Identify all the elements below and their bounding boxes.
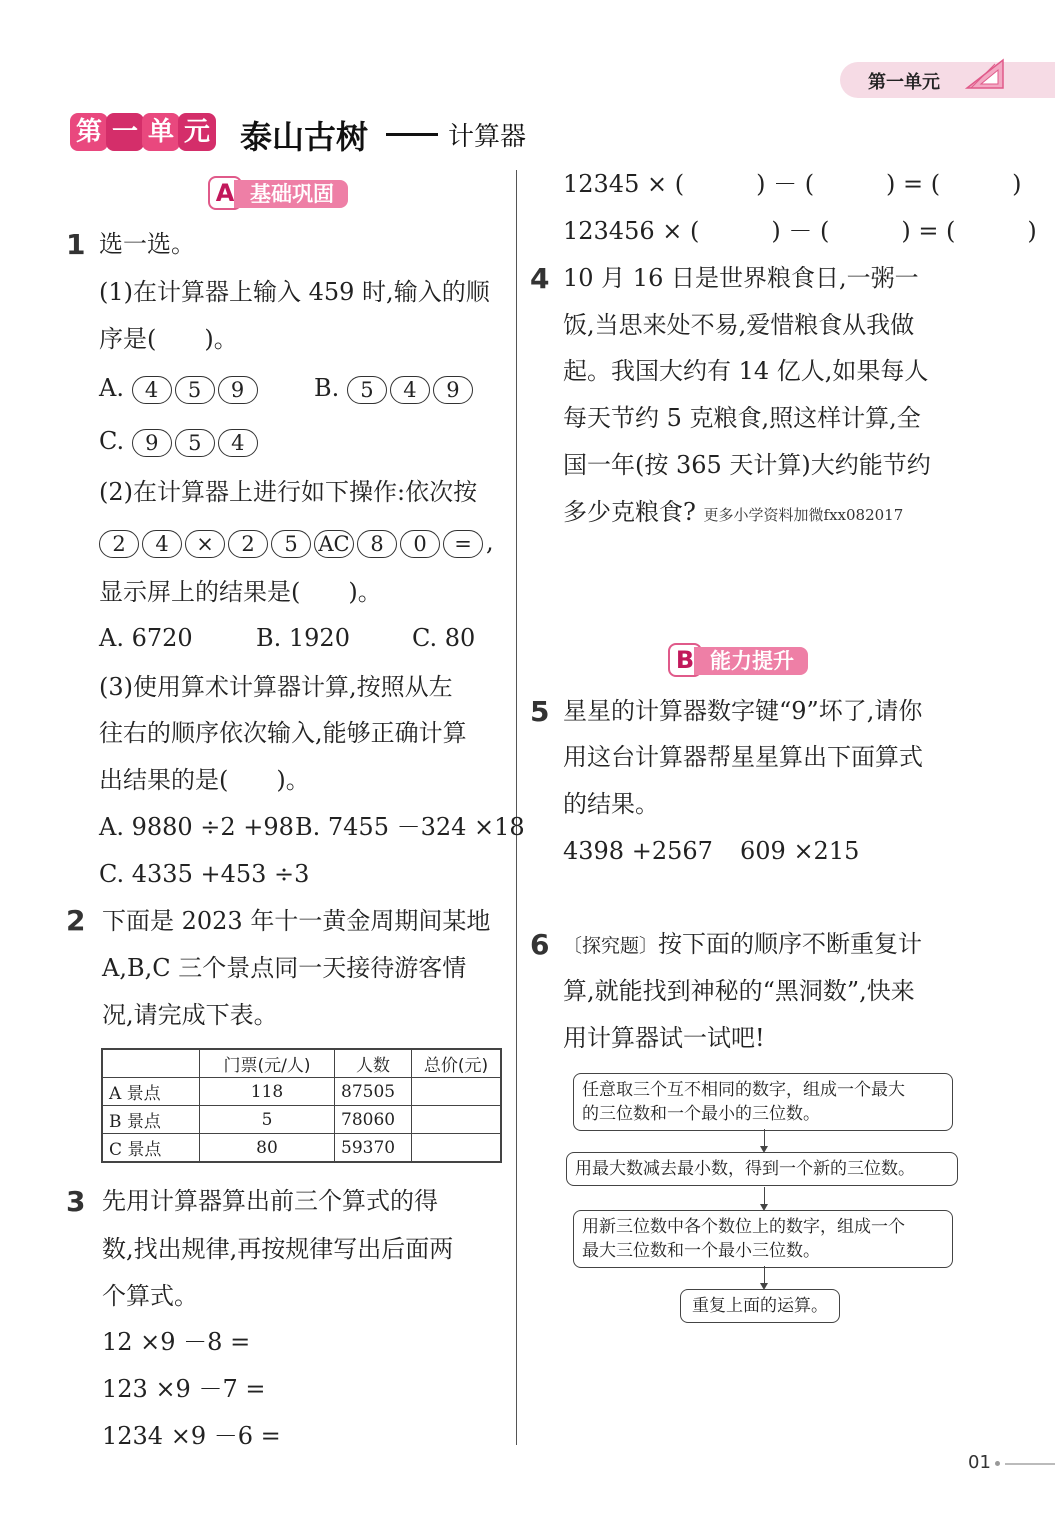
q3-line3: 个算式。 bbox=[102, 1282, 198, 1310]
key-equals: = bbox=[443, 530, 483, 558]
table-cell: 80 bbox=[200, 1134, 335, 1163]
page-dot bbox=[995, 1461, 1000, 1466]
q1-part2-line1: (2)在计算器上进行如下操作:依次按 bbox=[99, 478, 478, 506]
page-number: 01 bbox=[968, 1452, 991, 1473]
q4-line1: 10 月 16 日是世界粮食日,一粥一 bbox=[563, 264, 919, 292]
unit-tab-label: 第一单元 bbox=[868, 72, 940, 93]
q2-line3: 况,请完成下表。 bbox=[102, 1001, 278, 1029]
section-label: 基础巩固 bbox=[234, 180, 348, 208]
key-4: 4 bbox=[142, 530, 182, 558]
key-0: 0 bbox=[400, 530, 440, 558]
question-number: 3 bbox=[66, 1185, 86, 1218]
q1-part1-line2: 序是( )。 bbox=[99, 325, 238, 353]
q1-option-a[interactable] bbox=[99, 365, 261, 411]
q3-expression-2: 123 ×9 －7 = bbox=[102, 1375, 266, 1403]
key-4: 4 bbox=[218, 429, 258, 457]
section-b-badge bbox=[668, 645, 838, 675]
page-line bbox=[1005, 1463, 1055, 1465]
q1-part2-opt-b[interactable]: B. 1920 bbox=[256, 624, 350, 652]
flow-arrow bbox=[764, 1266, 765, 1288]
flow-step-3 bbox=[573, 1210, 953, 1268]
flow-step-text: 用新三位数中各个数位上的数字，组成一个 bbox=[582, 1217, 905, 1237]
lesson-title: 泰山古树 bbox=[240, 118, 369, 156]
q5-expression-1: 4398 +2567 bbox=[563, 837, 713, 865]
flow-arrow bbox=[764, 1129, 765, 1151]
q1-option-b[interactable] bbox=[314, 365, 476, 411]
table-cell: B 景点 bbox=[102, 1106, 200, 1134]
table-header: 门票(元/人) bbox=[200, 1049, 335, 1078]
answer-cell[interactable] bbox=[412, 1078, 502, 1106]
option-label: A. bbox=[99, 374, 124, 402]
q1-part3-line3: 出结果的是( )。 bbox=[99, 766, 310, 794]
flow-step-1 bbox=[573, 1073, 953, 1131]
table-header: 总价(元) bbox=[412, 1049, 502, 1078]
table-cell: 78060 bbox=[335, 1106, 412, 1134]
q4-line3: 起。我国大约有 14 亿人,如果每人 bbox=[563, 357, 929, 385]
q6-line2: 算,就能找到神秘的“黑洞数”,快来 bbox=[563, 977, 915, 1005]
key-4: 4 bbox=[390, 376, 430, 404]
title-char: 元 bbox=[178, 113, 216, 151]
q4-line4: 每天节约 5 克粮食,照这样计算,全 bbox=[563, 404, 921, 432]
key-9: 9 bbox=[132, 429, 172, 457]
flow-step-text: 最大三位数和一个最小三位数。 bbox=[582, 1241, 820, 1261]
q3-expression-1: 12 ×9 －8 = bbox=[102, 1328, 251, 1356]
table-cell: 118 bbox=[200, 1078, 335, 1106]
key-multiply: × bbox=[185, 530, 225, 558]
q1-option-c[interactable] bbox=[99, 418, 261, 464]
q1-part2-opt-a[interactable]: A. 6720 bbox=[99, 624, 193, 652]
q2-line1: 下面是 2023 年十一黄金周期间某地 bbox=[102, 907, 491, 935]
q3-expression-3: 1234 ×9 －6 = bbox=[102, 1422, 281, 1450]
option-label: C. bbox=[99, 427, 125, 455]
title-char: 一 bbox=[106, 113, 144, 151]
section-label: 能力提升 bbox=[694, 647, 808, 675]
q1-part3-opt-c[interactable]: C. 4335 +453 ÷3 bbox=[99, 860, 310, 888]
table-row bbox=[102, 1134, 501, 1163]
option-label: B. bbox=[314, 374, 340, 402]
lesson-subtitle: 计算器 bbox=[448, 122, 527, 152]
q5-line2: 用这台计算器帮星星算出下面算式 bbox=[563, 743, 923, 771]
q1-intro: 选一选。 bbox=[99, 230, 195, 258]
q3-expression-5[interactable]: 123456 × ( ) － ( ) = ( ) bbox=[563, 217, 1037, 245]
section-letter: B bbox=[668, 643, 702, 677]
question-number: 2 bbox=[66, 904, 86, 937]
q2-line2: A,B,C 三个景点同一天接待游客情 bbox=[102, 954, 467, 982]
q1-part2-line3: 显示屏上的结果是( )。 bbox=[99, 578, 382, 606]
table-row bbox=[102, 1106, 501, 1134]
q6-line3: 用计算器试一试吧! bbox=[563, 1024, 765, 1052]
q5-expression-2: 609 ×215 bbox=[740, 837, 860, 865]
q6-line1 bbox=[563, 921, 922, 969]
key-5: 5 bbox=[175, 376, 215, 404]
answer-cell[interactable] bbox=[412, 1134, 502, 1163]
title-char: 单 bbox=[142, 113, 180, 151]
key-2: 2 bbox=[228, 530, 268, 558]
comma: , bbox=[486, 528, 494, 556]
q1-part3-line1: (3)使用算术计算器计算,按照从左 bbox=[99, 673, 453, 701]
unit-title-badge bbox=[70, 113, 214, 151]
q1-part3-opt-a[interactable]: A. 9880 ÷2 +98 bbox=[99, 813, 294, 841]
q5-line1: 星星的计算器数字键“9”坏了,请你 bbox=[563, 697, 923, 725]
question-number: 5 bbox=[530, 695, 550, 728]
q1-part3-opt-b[interactable]: B. 7455 －324 ×18 bbox=[295, 813, 525, 841]
flow-step-4 bbox=[680, 1289, 840, 1323]
flow-step-text: 任意取三个互不相同的数字，组成一个最大 bbox=[582, 1080, 905, 1100]
q1-part3-line2: 往右的顺序依次输入,能够正确计算 bbox=[99, 719, 467, 747]
answer-cell[interactable] bbox=[412, 1106, 502, 1134]
title-char: 第 bbox=[70, 113, 108, 151]
q4-line5: 国一年(按 365 天计算)大约能节约 bbox=[563, 451, 931, 479]
table-header-row bbox=[102, 1049, 501, 1078]
question-number: 1 bbox=[66, 228, 86, 261]
q4-line6 bbox=[563, 489, 903, 538]
key-ac: AC bbox=[314, 530, 354, 558]
table-cell: 59370 bbox=[335, 1134, 412, 1163]
visitor-table bbox=[101, 1048, 502, 1163]
section-letter: A bbox=[208, 176, 242, 210]
flow-step-text: 的三位数和一个最小的三位数。 bbox=[582, 1104, 820, 1124]
q3-line2: 数,找出规律,再按规律写出后面两 bbox=[102, 1235, 454, 1263]
flow-arrow bbox=[764, 1187, 765, 1209]
flow-step-text: 重复上面的运算。 bbox=[692, 1296, 828, 1316]
title-dash bbox=[386, 133, 438, 136]
set-square-icon bbox=[965, 58, 1005, 90]
question-number: 4 bbox=[530, 262, 550, 295]
section-a-badge bbox=[208, 178, 378, 208]
inquiry-tag: 〔探究题〕 bbox=[563, 935, 659, 957]
table-cell: 87505 bbox=[335, 1078, 412, 1106]
q1-part2-opt-c[interactable]: C. 80 bbox=[412, 624, 476, 652]
unit-tab bbox=[840, 62, 1055, 98]
table-row bbox=[102, 1078, 501, 1106]
key-8: 8 bbox=[357, 530, 397, 558]
key-2: 2 bbox=[99, 530, 139, 558]
q5-line3: 的结果。 bbox=[563, 790, 659, 818]
table-header: 人数 bbox=[335, 1049, 412, 1078]
question-number: 6 bbox=[530, 928, 550, 961]
q4-note: 更多小学资料加微fxx082017 bbox=[703, 506, 904, 524]
flow-step-2 bbox=[566, 1152, 958, 1186]
q1-part1-line1: (1)在计算器上输入 459 时,输入的顺 bbox=[99, 278, 490, 306]
key-4: 4 bbox=[132, 376, 172, 404]
table-header bbox=[102, 1049, 200, 1078]
q3-expression-4[interactable]: 12345 × ( ) － ( ) = ( ) bbox=[563, 170, 1022, 198]
key-9: 9 bbox=[218, 376, 258, 404]
q4-line2: 饭,当思来处不易,爱惜粮食从我做 bbox=[563, 311, 915, 339]
table-cell: C 景点 bbox=[102, 1134, 200, 1163]
flow-step-text: 用最大数减去最小数，得到一个新的三位数。 bbox=[575, 1159, 915, 1179]
q1-part2-keys bbox=[99, 519, 494, 565]
q4-question: 多少克粮食? bbox=[563, 498, 696, 526]
table-cell: 5 bbox=[200, 1106, 335, 1134]
key-5: 5 bbox=[347, 376, 387, 404]
table-cell: A 景点 bbox=[102, 1078, 200, 1106]
key-5: 5 bbox=[271, 530, 311, 558]
q3-line1: 先用计算器算出前三个算式的得 bbox=[102, 1187, 438, 1215]
key-9: 9 bbox=[433, 376, 473, 404]
key-5: 5 bbox=[175, 429, 215, 457]
q6-text: 按下面的顺序不断重复计 bbox=[658, 930, 923, 958]
